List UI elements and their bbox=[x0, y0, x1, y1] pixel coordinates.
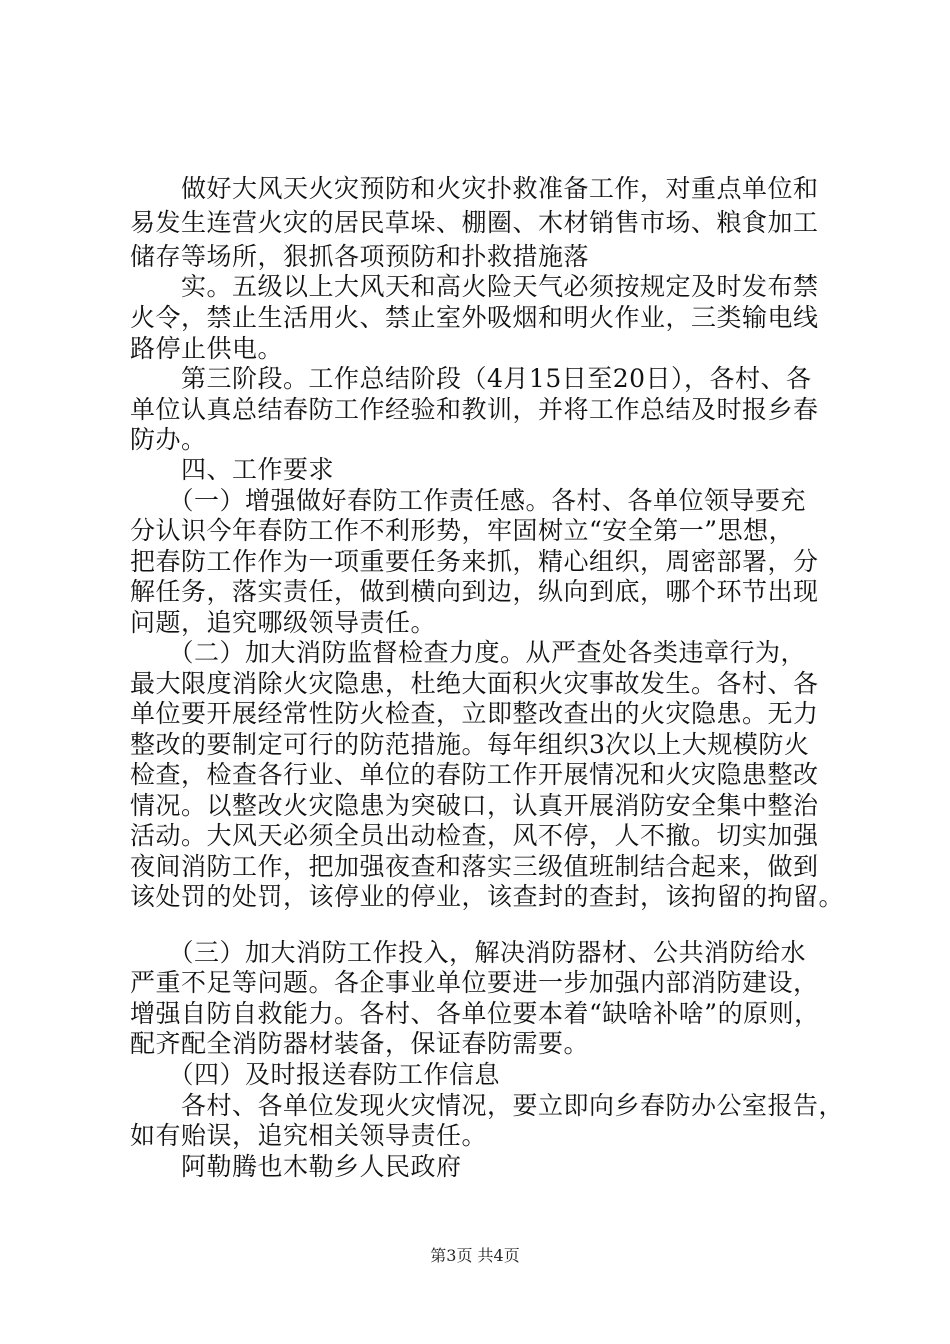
body-text-line: 分认识今年春防工作不利形势，牢固树立“安全第一”思想， bbox=[130, 516, 795, 545]
body-text-line: 路停止供电。 bbox=[130, 334, 284, 363]
body-text-line: 如有贻误，追究相关领导责任。 bbox=[130, 1121, 488, 1150]
body-text-line: 实。五级以上大风天和高火险天气必须按规定及时发布禁 bbox=[130, 272, 819, 301]
body-text-line: 单位要开展经常性防火检查，立即整改查出的火灾隐患。无力 bbox=[130, 699, 819, 728]
body-text-line: 增强自防自救能力。各村、各单位要本着“缺啥补啥”的原则， bbox=[130, 999, 820, 1028]
section-heading: 四、工作要求 bbox=[130, 455, 335, 484]
body-text-line: 严重不足等问题。各企事业单位要进一步加强内部消防建设， bbox=[130, 968, 819, 997]
signature-line: 阿勒腾也木勒乡人民政府 bbox=[130, 1152, 462, 1181]
body-text-line: 储存等场所，狠抓各项预防和扑救措施落 bbox=[130, 242, 590, 271]
body-text-line: 最大限度消除火灾隐患，杜绝大面积火灾事故发生。各村、各 bbox=[130, 669, 819, 698]
body-text-line: 该处罚的处罚，该停业的停业，该查封的查封，该拘留的拘留。 bbox=[130, 882, 845, 911]
body-text-line: （四）及时报送春防工作信息 bbox=[130, 1060, 501, 1089]
body-text-line: 活动。大风天必须全员出动检查，风不停，人不撤。切实加强 bbox=[130, 821, 819, 850]
body-text-line: 问题，追究哪级领导责任。 bbox=[130, 608, 437, 637]
body-text-line: 第三阶段。工作总结阶段（4月15日至20日），各村、各 bbox=[130, 364, 812, 393]
body-text-line: （三）加大消防工作投入，解决消防器材、公共消防给水 bbox=[130, 938, 807, 967]
body-text-line: 单位认真总结春防工作经验和教训，并将工作总结及时报乡春 bbox=[130, 395, 819, 424]
body-text-line: 配齐配全消防器材装备，保证春防需要。 bbox=[130, 1029, 590, 1058]
body-text-line: 整改的要制定可行的防范措施。每年组织3次以上大规模防火 bbox=[130, 730, 810, 759]
body-text-line: 各村、各单位发现火灾情况，要立即向乡春防办公室报告， bbox=[130, 1091, 845, 1120]
body-text-line: 火令，禁止生活用火、禁止室外吸烟和明火作业，三类输电线 bbox=[130, 303, 819, 332]
body-text-line: 解任务，落实责任，做到横向到边，纵向到底，哪个环节出现 bbox=[130, 577, 819, 606]
body-text-line: 防办。 bbox=[130, 425, 207, 454]
page-number-footer: 第3页 共4页 bbox=[430, 1246, 520, 1265]
body-text-line: 做好大风天火灾预防和火灾扑救准备工作，对重点单位和 bbox=[130, 174, 819, 203]
body-text-line: 夜间消防工作，把加强夜查和落实三级值班制结合起来，做到 bbox=[130, 852, 819, 881]
body-text-line: 易发生连营火灾的居民草垛、棚圈、木材销售市场、粮食加工 bbox=[130, 208, 819, 237]
body-text-line: （一）增强做好春防工作责任感。各村、各单位领导要充 bbox=[130, 486, 807, 515]
body-text-line: 检查，检查各行业、单位的春防工作开展情况和火灾隐患整改 bbox=[130, 760, 819, 789]
body-text-line: （二）加大消防监督检查力度。从严查处各类违章行为， bbox=[130, 638, 807, 667]
body-text-line: 把春防工作作为一项重要任务来抓，精心组织，周密部署，分 bbox=[130, 547, 819, 576]
body-text-line: 情况。以整改火灾隐患为突破口，认真开展消防安全集中整治 bbox=[130, 791, 819, 820]
